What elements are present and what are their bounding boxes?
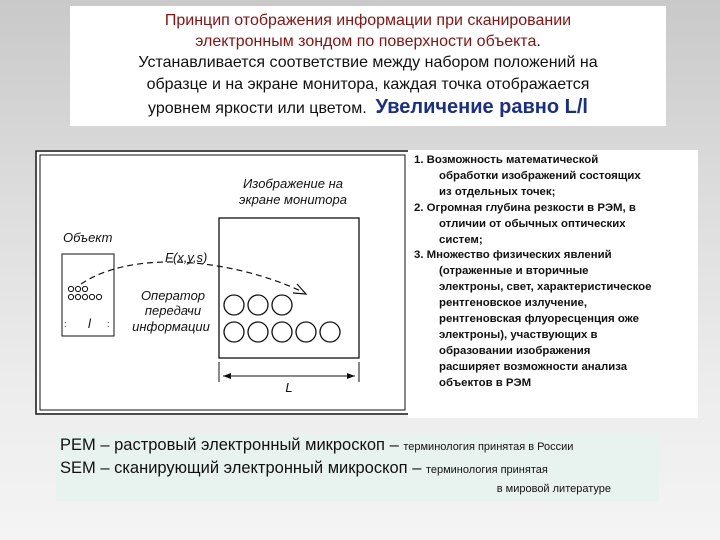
note-3-line-3: электроны, свет, характеристическое (439, 281, 652, 294)
note-3-line-4: рентгеновское излучение, (439, 297, 587, 310)
scan-diagram (35, 150, 410, 415)
note-2-first: 2. Огромная глубина резкости в РЭМ, в (414, 201, 636, 214)
note-3-line-9: объектов в РЭМ (439, 376, 532, 389)
note-3-line-2: (отраженные и вторичные (439, 265, 589, 278)
scan-diagram-svg (35, 150, 410, 415)
rem-note: терминология принятая в России (403, 441, 574, 453)
sem-main: SEM – сканирующий электронный микроскоп – (60, 459, 426, 477)
terminology-box (56, 433, 659, 501)
small-l-tick-right: : (107, 319, 110, 329)
title-box (70, 6, 666, 126)
object-label: Объект (63, 230, 113, 245)
object-sample-points (68, 286, 101, 299)
note-3-line-7: образовании изображения (439, 344, 591, 357)
body-line-3-text: уровнем яркости или цветом. (148, 100, 367, 117)
note-3-line-5: рентгеновская флуоресценция оже (439, 313, 639, 326)
body-line-3 (70, 96, 666, 120)
function-label: F(x,y,s) (165, 250, 208, 265)
note-2-line-3: систем; (439, 233, 483, 246)
advantages-list (408, 150, 698, 418)
note-1-line-2: обработки изображений состоящих (439, 169, 641, 182)
body-line-1: Устанавливается соответствие между набором положений на (138, 54, 598, 71)
rem-main: РЕМ – растровый электронный микроскоп – (60, 436, 404, 454)
monitor-label-line-1: Изображение на (243, 176, 343, 191)
diagram-inner-frame (40, 155, 405, 410)
body-line-2: образце и на экране монитора, каждая точка отображается (146, 76, 590, 93)
title-line-1: Принцип отображения информации при сканировании (164, 12, 572, 29)
sem-definition (60, 458, 655, 481)
title-line-2 (70, 31, 666, 52)
note-3-line-6: электроны), участвующих в (439, 328, 598, 341)
small-l-label: l (88, 316, 91, 331)
small-l-tick-left: : (64, 319, 67, 329)
note-3-line-8: расширяет возможности анализа (439, 360, 628, 373)
note-3-first: 3. Множество физических явлений (414, 249, 612, 262)
diagram-outer-frame (36, 151, 409, 414)
note-2-line-2: отличии от обычных оптических (439, 217, 626, 230)
sem-note-2: в мировой литературе (496, 483, 611, 495)
operator-line-1: Оператор (140, 288, 206, 303)
big-l-arrow-right (347, 373, 355, 379)
note-1-first: 1. Возможность математической (414, 154, 599, 166)
monitor-label-line-2: экране монитора (239, 192, 347, 207)
operator-line-3: информации (132, 319, 210, 334)
rem-definition (60, 435, 655, 458)
title-line-2-end: . (536, 33, 541, 50)
title-line-2-text: электронным зондом по поверхности объекта (195, 33, 537, 50)
note-1-line-3: из отдельных точек; (439, 185, 556, 198)
operator-line-2: передачи (144, 303, 202, 318)
big-l-label: L (285, 380, 293, 395)
magnification-label: Увеличение равно L/l (375, 96, 588, 118)
screen-pixels (224, 295, 340, 342)
big-l-arrow-left (223, 373, 231, 379)
sem-note: терминология принятая (425, 464, 548, 476)
